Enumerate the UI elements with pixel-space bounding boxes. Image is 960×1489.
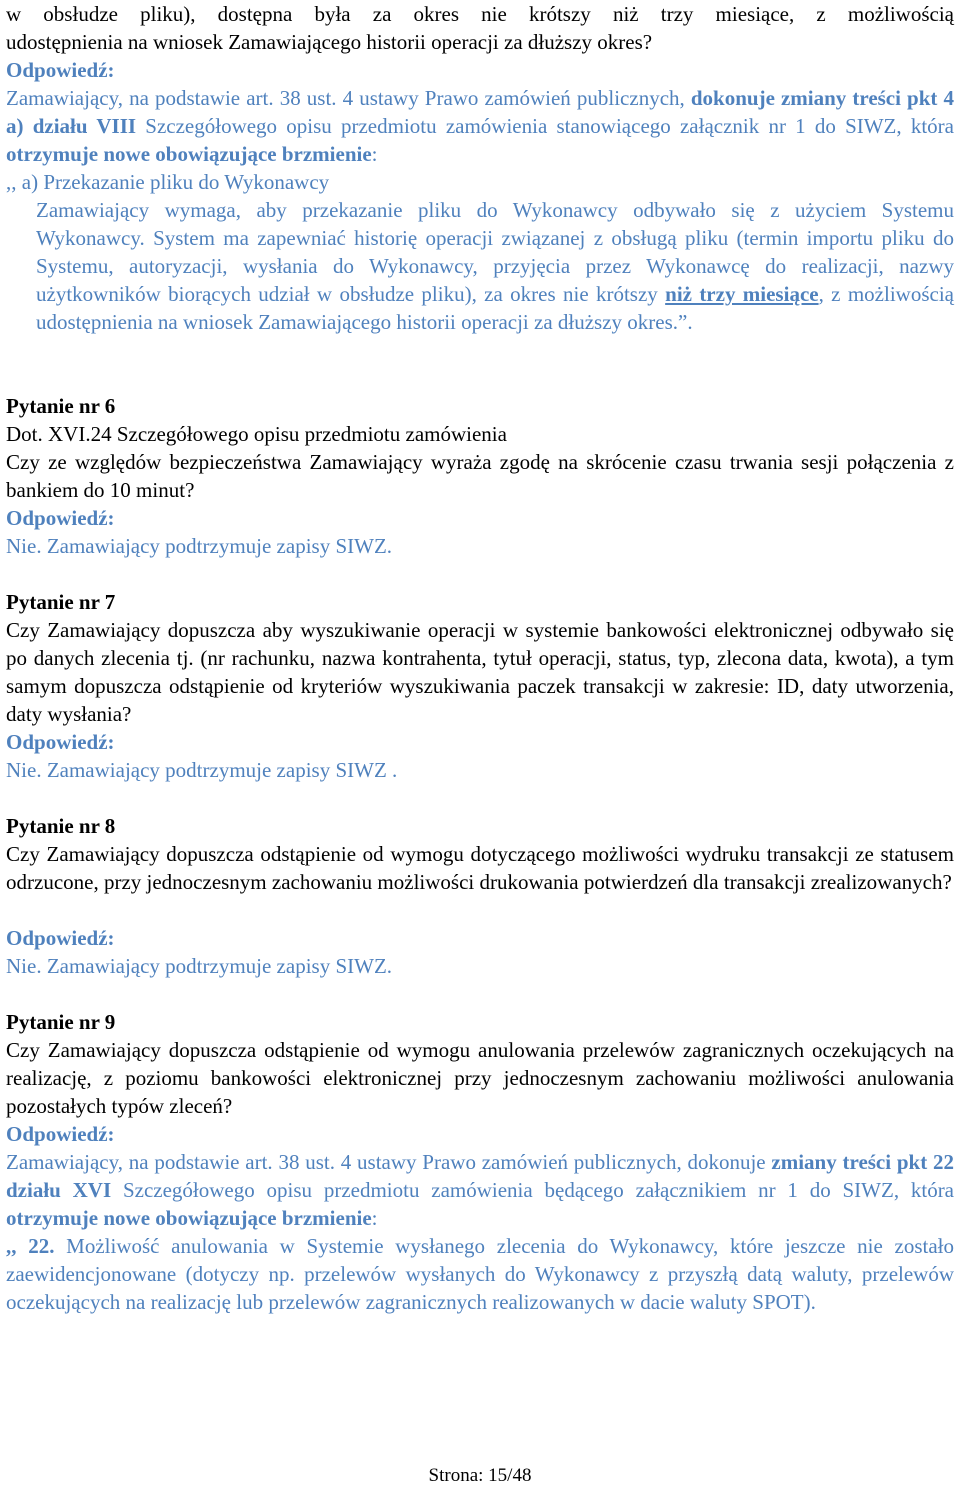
question-6-text: Czy ze względów bezpieczeństwa Zamawiający wyraża zgodę na skrócenie czasu trwania sesji połączenia z bankiem do 10 minut? [6,450,954,502]
answer-text-part: Szczegółowego opisu przedmiotu zamówienia będącego załącznikiem nr 1 do SIWZ, która [111,1178,955,1202]
quoted-item-text: Możliwość anulowania w Systemie wysłanego zlecenia do Wykonawcy, które jeszcze nie zostało zaewidencjonowane (dotyczy np. przelewów wysłanych do Wykonawcy z przyszłą datą waluty, przelewów oczekujących na realizację lub przelewów zagranicznych realizowanych w dacie waluty SPOT). [6,1234,954,1314]
question-9-text: Czy Zamawiający dopuszcza odstąpienie od wymogu anulowania przelewów zagranicznych oczekujących na realizację, z poziomu bankowości elektronicznej przy jednoczesnym zachowaniu możliwości anulowania pozostałych typów zleceń? [6,1038,954,1118]
answer-label: Odpowiedź: [6,730,115,754]
question-6-title: Pytanie nr 6 [6,394,116,418]
quoted-item-number: ,, 22. [6,1234,55,1258]
question-7-answer: Nie. Zamawiający podtrzymuje zapisy SIWZ . [6,758,398,782]
answer-text-part: Zamawiający, na podstawie art. 38 ust. 4 ustawy Prawo zamówień publicznych, dokonuje [6,1150,772,1174]
question-6-answer: Nie. Zamawiający podtrzymuje zapisy SIWZ. [6,534,393,558]
answer-text-part: : [371,142,378,166]
answer-text-bold: otrzymuje nowe obowiązujące brzmienie [6,142,372,166]
answer-paragraph [6,84,954,168]
page-number-footer: Strona: 15/48 [428,1465,532,1486]
answer-label: Odpowiedź: [6,58,115,82]
question-9-quoted-text [6,1232,954,1316]
answer-text-part: Szczegółowego opisu przedmiotu zamówienia stanowiącego załącznik nr 1 do SIWZ, która [136,114,954,138]
quoted-body-text: , z możliwością udostępnienia na wniosek Zamawiającego historii operacji za dłuższy okres.”. [36,282,954,334]
question-9-answer [6,1148,954,1232]
quoted-body-emphasis: niż trzy miesiące [665,282,819,306]
question-7-text: Czy Zamawiający dopuszcza aby wyszukiwanie operacji w systemie bankowości elektronicznej odbywało się po danych zlecenia tj. (nr rachunku, nazwa kontrahenta, tytuł operacji, status, typ, zlecona data, kwota), a tym samym dopuszcza odstąpienie od kryteriów wyszukiwania paczek transakcji w zakresie: ID, daty utworzenia, daty wysłania? [6,618,954,726]
quoted-body [36,196,954,336]
question-9-title: Pytanie nr 9 [6,1010,116,1034]
question-6-reference: Dot. XVI.24 Szczegółowego opisu przedmiotu zamówienia [6,422,507,446]
question-8-title: Pytanie nr 8 [6,814,116,838]
answer-text-bold: otrzymuje nowe obowiązujące brzmienie [6,1206,372,1230]
answer-text-bold: dokonuje zmiany treści pkt 4 a) działu VIII [6,86,954,138]
intro-line-1: w obsłudze pliku), dostępna była za okres nie krótszy niż trzy miesiące, z możliwością [6,2,954,26]
answer-label: Odpowiedź: [6,506,115,530]
intro-line-2: udostępnienia na wniosek Zamawiającego historii operacji za dłuższy okres? [6,30,653,54]
question-8-text: Czy Zamawiający dopuszcza odstąpienie od wymogu dotyczącego możliwości wydruku transakcji ze statusem odrzucone, przy jednoczesnym zachowaniu możliwości drukowania potwierdzeń dla transakcji zrealizowanych? [6,842,954,894]
quoted-heading: ,, a) Przekazanie pliku do Wykonawcy [6,170,330,194]
answer-text-part: Zamawiający, na podstawie art. 38 ust. 4 ustawy Prawo zamówień publicznych, [6,86,691,110]
question-7-title: Pytanie nr 7 [6,590,116,614]
answer-text-bold: zmiany treści pkt 22 działu XVI [6,1150,954,1202]
quoted-body-text: Zamawiający wymaga, aby przekazanie pliku do Wykonawcy odbywało się z użyciem Systemu Wykonawcy. System ma zapewniać historię operacji związanej z obsługą pliku (termin importu pliku do Systemu, autoryzacji, wysłania do Wykonawcy, przyjęcia przez Wykonawcę do realizacji, nazwy użytkowników biorących udział w obsłudze pliku), za okres nie krótszy [36,198,954,306]
answer-label: Odpowiedź: [6,1122,115,1146]
answer-label: Odpowiedź: [6,926,115,950]
question-8-answer: Nie. Zamawiający podtrzymuje zapisy SIWZ. [6,954,393,978]
answer-text-part: : [371,1206,378,1230]
